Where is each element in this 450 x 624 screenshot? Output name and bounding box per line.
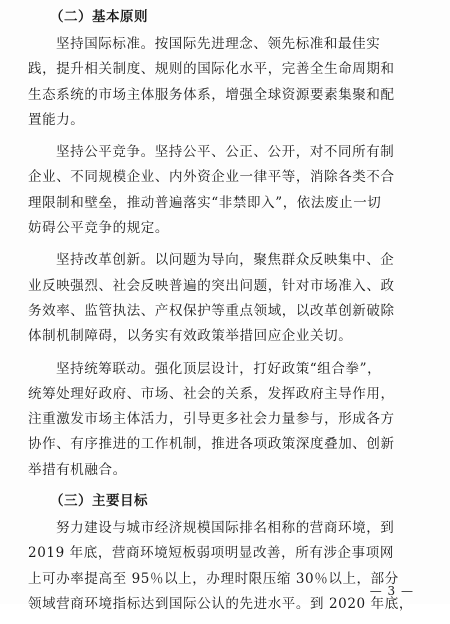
principle-paragraph-reform-innovation (28, 248, 432, 349)
paragraph-line: 坚持公平竞争。坚持公平、公正、公开，对不同所有制 (56, 144, 395, 161)
paragraph-line: 企业、不同规模企业、内外资企业一律平等，消除各类不合 (28, 169, 395, 186)
paragraph-line: 置能力。 (28, 111, 85, 128)
paragraph-line: 举措有机融合。 (28, 461, 127, 478)
paragraph-line: 妨碍公平竞争的规定。 (28, 220, 169, 237)
paragraph-line: 业反映强烈、社会反映普遍的突出问题，针对市场准入、政 (28, 277, 395, 294)
paragraph-line: 协作、有序推进的工作机制，推进各项政策深度叠加、创新 (28, 436, 395, 453)
paragraph-line: 践，提升相关制度、规则的国际化水平，完善全生命周期和 (28, 61, 395, 78)
paragraph-line: 统筹处理好政府、市场、社会的关系，发挥政府主导作用， (28, 385, 395, 402)
principle-paragraph-fair-competition (28, 140, 432, 241)
paragraph-line: 努力建设与城市经济规模国际排名相称的营商环境，到 (56, 520, 395, 537)
page-number: — 3 — (369, 584, 414, 598)
goals-paragraph (28, 516, 432, 617)
paragraph-line: 生态系统的市场主体服务体系，增强全球资源要素集聚和配 (28, 86, 395, 103)
paragraph-line: 领域营商环境指标达到国际公认的先进水平。到 2020 年底， (28, 595, 413, 612)
section-heading-basic-principles: （二）基本原则 (50, 9, 148, 25)
paragraph-line: 坚持统筹联动。强化顶层设计，打好政策“组合拳”， (56, 360, 382, 377)
paragraph-line: 2019 年底，营商环境短板弱项明显改善，所有涉企事项网 (28, 545, 394, 562)
paragraph-line: 上可办率提高至 95％以上，办理时限压缩 30％以上，部分 (28, 570, 399, 587)
paragraph-line: 务效率、监管执法、产权保护等重点领域，以改革创新破除 (28, 302, 395, 319)
paragraph-line: 理限制和壁垒，推动普遍落实“非禁即入”，依法废止一切 (28, 194, 382, 211)
document-body (28, 6, 432, 624)
principle-paragraph-international-standards (28, 32, 432, 133)
paragraph-line: 坚持改革创新。以问题为导向，聚焦群众反映集中、企 (56, 252, 395, 269)
principle-paragraph-coordination (28, 357, 432, 483)
paragraph-line: 注重激发市场主体活力，引导更多社会力量参与，形成各方 (28, 411, 395, 428)
paragraph-line: 体制机制障碍，以务实有效政策举措回应企业关切。 (28, 328, 353, 345)
section-heading-main-goals: （三）主要目标 (50, 493, 148, 510)
paragraph-line: 坚持国际标准。按国际先进理念、领先标准和最佳实 (56, 36, 381, 52)
